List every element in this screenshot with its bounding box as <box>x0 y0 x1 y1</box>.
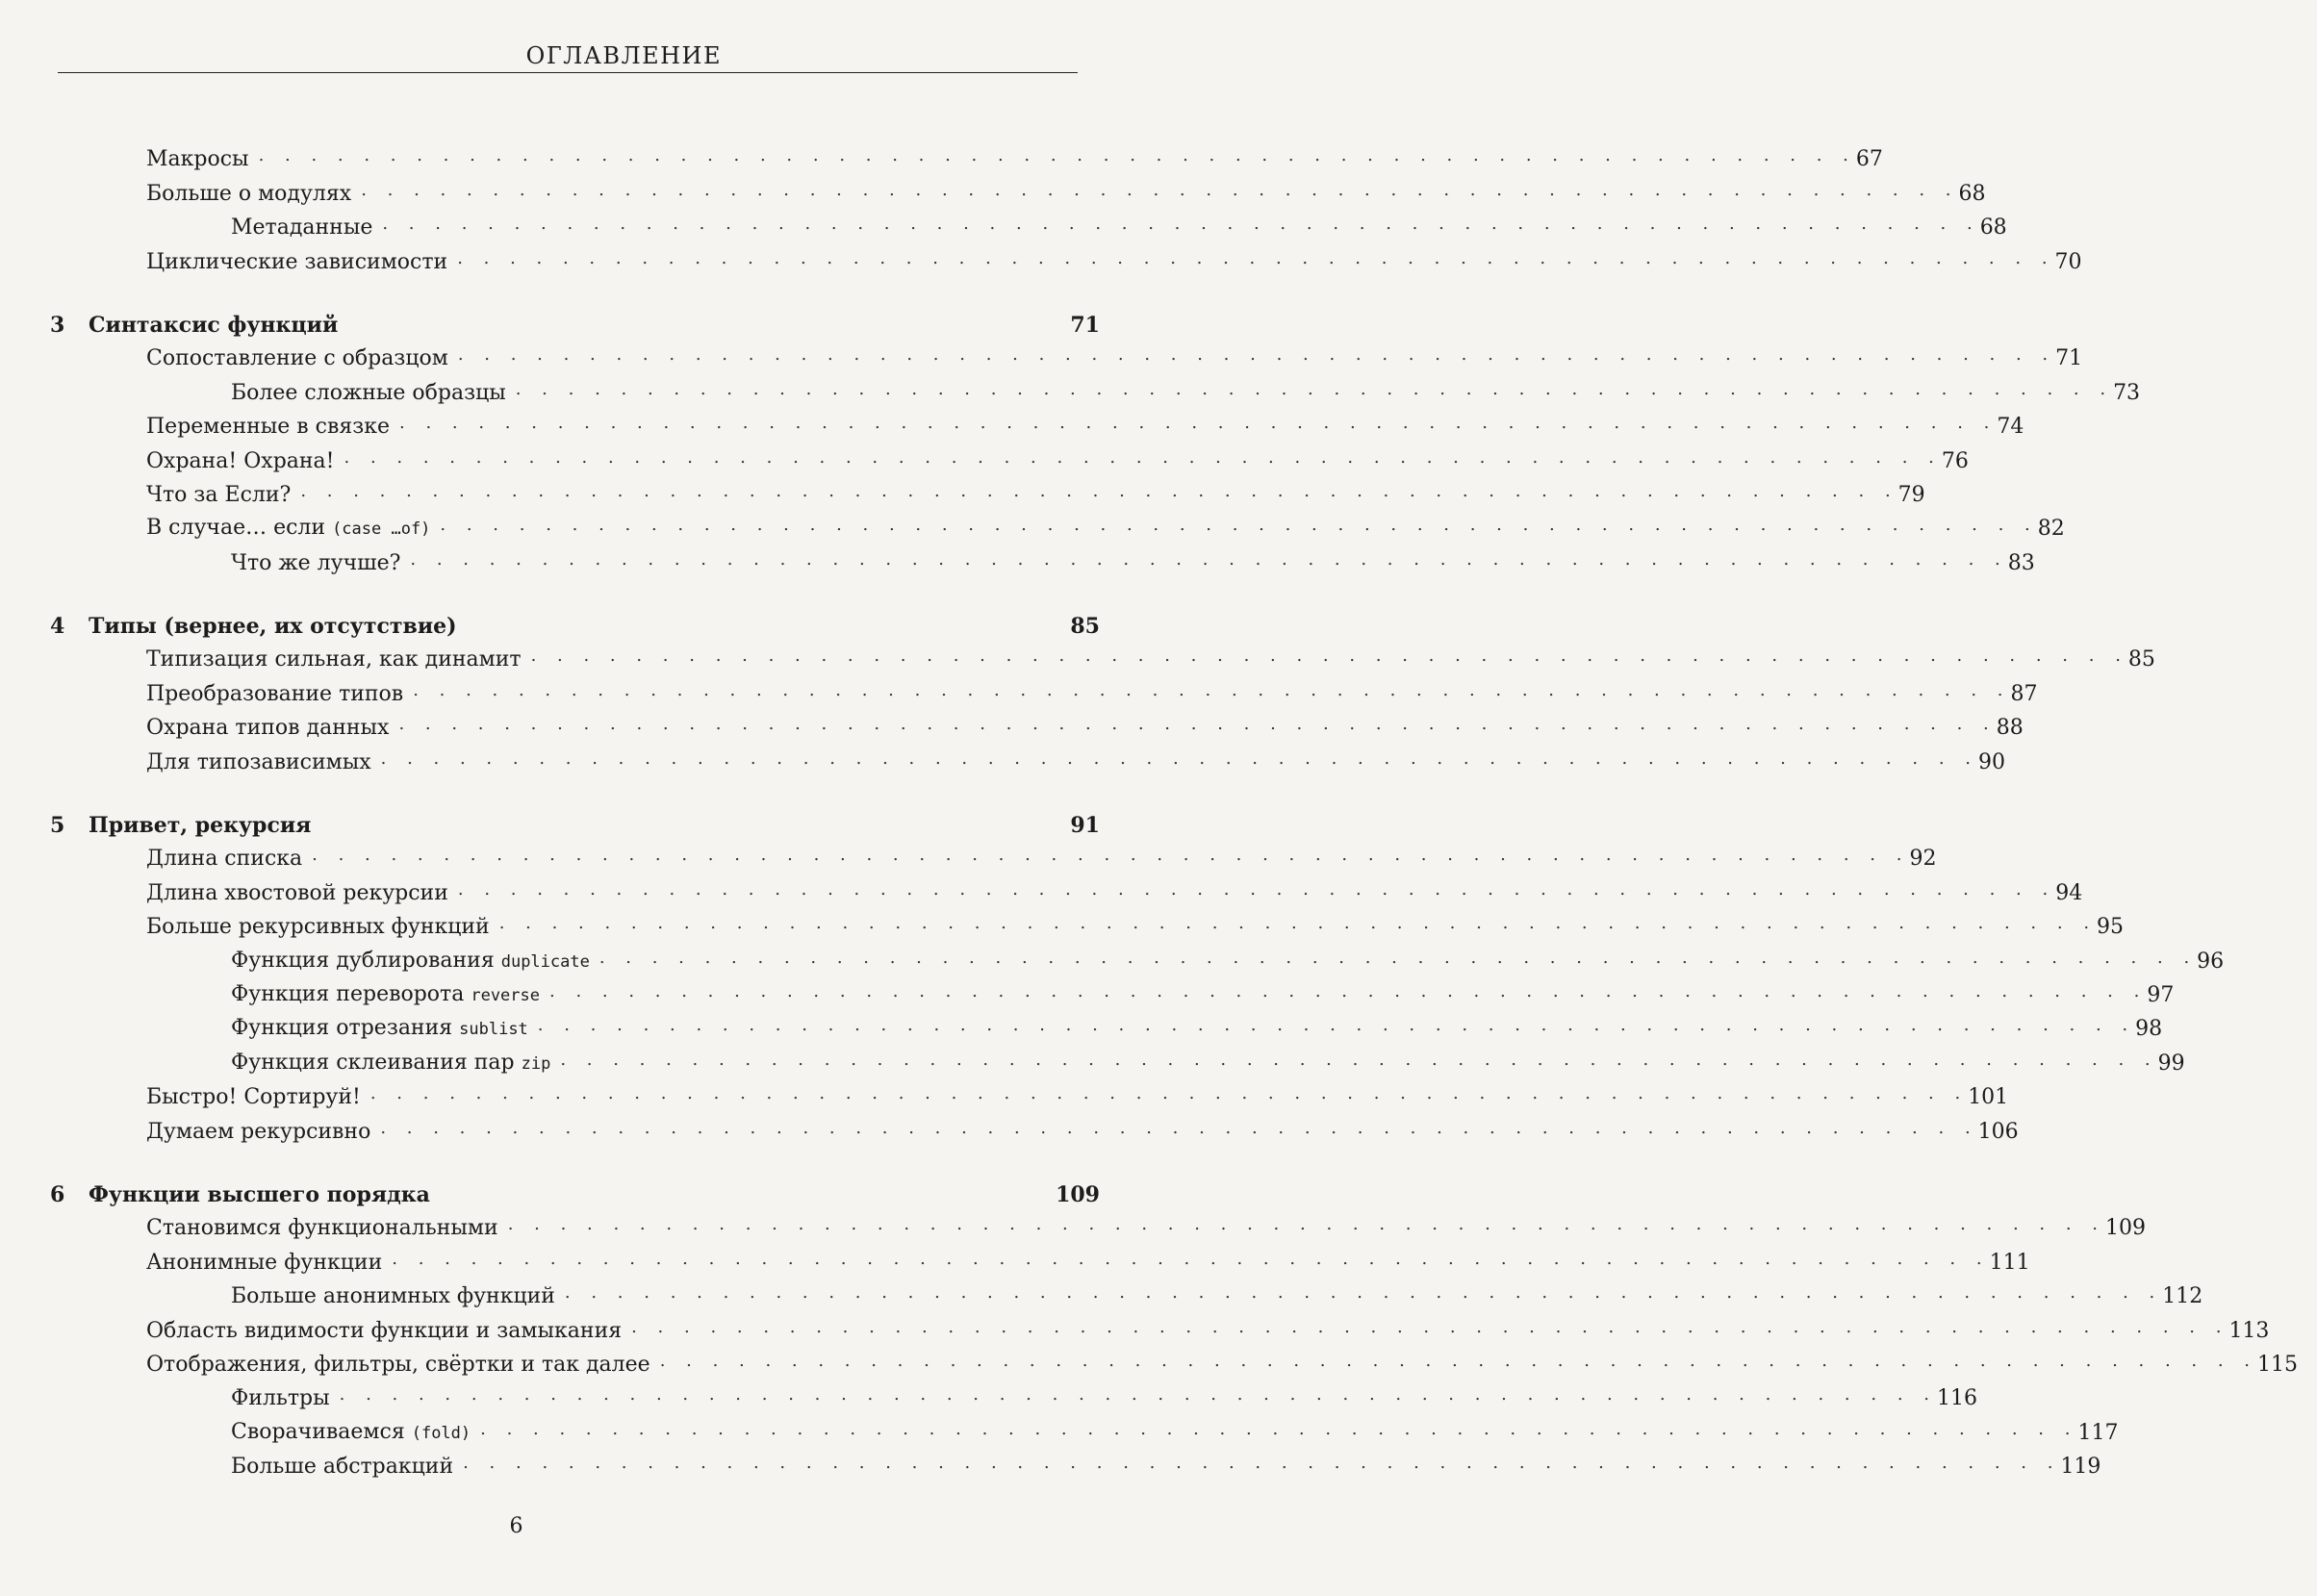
toc-entry <box>0 209 2007 242</box>
toc-entry-label: Больше абстракций <box>231 1455 454 1480</box>
toc-page-number: 112 <box>2162 1284 2203 1309</box>
toc-entry <box>0 174 1986 208</box>
toc-entry-label: Циклические зависимости <box>146 249 448 274</box>
chapter-number: 5 <box>50 813 65 839</box>
dot-leader: . . . . . . . . . . . . . . . . . . . . . . . . . . . . . . . . . . . . . . . . . . . . . . . . . . . . . . . . . . . . . <box>398 714 1997 735</box>
toc-entry-label: Что за Если? <box>146 482 292 507</box>
dot-leader: . . . . . . . . . . . . . . . . . . . . . . . . . . . . . . . . . . . . . . . . . . . . . . . . . . . . . . . . . . . . . <box>312 845 1910 866</box>
toc-page-number: 91 <box>1070 813 1100 839</box>
toc-page-number: 96 <box>2197 949 2225 974</box>
toc-entry-code: reverse <box>471 985 540 1005</box>
toc-entry-label: Функция склеивания пар <box>231 1050 515 1075</box>
chapter-number: 3 <box>50 312 65 338</box>
toc-page-number: 68 <box>1979 215 2007 241</box>
table-of-contents <box>0 140 2299 1482</box>
toc-page-number: 74 <box>1997 415 2024 440</box>
toc-entry <box>0 1346 2299 1380</box>
toc-entry <box>0 1311 2270 1345</box>
dot-leader: . . . . . . . . . . . . . . . . . . . . . . . . . . . . . . . . . . . . . . . . . . . . . . . . . . . . . . . . . . . . . <box>339 1384 1937 1406</box>
toc-chapter <box>0 806 1119 840</box>
page-number: 6 <box>509 1514 523 1538</box>
toc-entry <box>0 709 2024 743</box>
dot-leader: . . . . . . . . . . . . . . . . . . . . . . . . . . . . . . . . . . . . . . . . . . . . . . . . . . . . . . . . . . . . . <box>598 947 2198 968</box>
toc-entry <box>0 674 2038 708</box>
toc-page-number: 97 <box>2147 982 2175 1007</box>
toc-page-number: 113 <box>2228 1318 2270 1343</box>
chapter-title: Типы (вернее, их отсутствие) <box>89 614 457 640</box>
toc-chapter <box>0 1176 1119 1209</box>
toc-entry-label: Анонимные функции <box>146 1250 383 1275</box>
toc-page-number: 101 <box>1968 1085 2009 1110</box>
toc-entry-label: Преобразование типов <box>146 681 404 706</box>
toc-entry-label: Переменные в связке <box>146 415 391 440</box>
toc-entry-label: Охрана! Охрана! <box>146 448 335 473</box>
toc-page-number: 73 <box>2113 380 2141 405</box>
toc-entry <box>0 1278 2203 1311</box>
toc-entry <box>0 242 2082 276</box>
toc-entry-label: Охрана типов данных <box>146 716 390 741</box>
dot-leader: . . . . . . . . . . . . . . . . . . . . . . . . . . . . . . . . . . . . . . . . . . . . . . . . . . . . . . . . . . . . . <box>507 1214 2106 1235</box>
dot-leader: . . . . . . . . . . . . . . . . . . . . . . . . . . . . . . . . . . . . . . . . . . . . . . . . . . . . . . . . . . . . . <box>380 1117 1978 1138</box>
toc-page-number: 76 <box>1941 448 1969 473</box>
dot-leader: . . . . . . . . . . . . . . . . . . . . . . . . . . . . . . . . . . . . . . . . . . . . . . . . . . . . . . . . . . . . . <box>463 1453 2061 1474</box>
toc-entry <box>0 442 1969 475</box>
dot-leader: . . . . . . . . . . . . . . . . . . . . . . . . . . . . . . . . . . . . . . . . . . . . . . . . . . . . . . . . . . . . . <box>440 515 2038 536</box>
toc-page-number: 71 <box>2055 346 2083 371</box>
toc-entry <box>0 373 2141 407</box>
dot-leader: . . . . . . . . . . . . . . . . . . . . . . . . . . . . . . . . . . . . . . . . . . . . . . . . . . . . . . . . . . . . . <box>300 480 1898 501</box>
toc-page-number: 79 <box>1897 482 1925 507</box>
toc-entry <box>0 1380 1977 1413</box>
toc-page-number: 83 <box>2007 550 2035 575</box>
toc-page-number: 119 <box>2060 1455 2101 1480</box>
dot-leader: . . . . . . . . . . . . . . . . . . . . . . . . . . . . . . . . . . . . . . . . . . . . . . . . . . . . . . . . . . . . . <box>344 446 1942 468</box>
chapter-title: Синтаксис функций <box>89 312 339 338</box>
toc-page-number: 111 <box>1989 1250 2030 1275</box>
toc-entry <box>0 1044 2185 1077</box>
toc-entry-label: Типизация сильная, как динамит <box>146 647 522 672</box>
toc-entry-label: Метаданные <box>231 215 373 241</box>
dot-leader: . . . . . . . . . . . . . . . . . . . . . . . . . . . . . . . . . . . . . . . . . . . . . . . . . . . . . . . . . . . . . <box>537 1015 2136 1036</box>
dot-leader: . . . . . . . . . . . . . . . . . . . . . . . . . . . . . . . . . . . . . . . . . . . . . . . . . . . . . . . . . . . . . <box>498 913 2098 934</box>
toc-entry <box>0 340 2083 373</box>
toc-page-number: 109 <box>2105 1216 2147 1241</box>
toc-entry-label: В случае… если <box>146 516 326 541</box>
toc-entry-label: Сворачиваемся <box>231 1419 405 1444</box>
toc-entry <box>0 908 2125 942</box>
toc-entry-label: Функция дублирования <box>231 948 495 973</box>
toc-entry-code: (fold) <box>411 1423 471 1443</box>
dot-leader: . . . . . . . . . . . . . . . . . . . . . . . . . . . . . . . . . . . . . . . . . . . . . . . . . . . . . . . . . . . . . <box>515 378 2114 399</box>
toc-entry <box>0 476 1925 510</box>
toc-entry <box>0 874 2083 907</box>
toc-entry <box>0 408 2024 442</box>
toc-page-number: 98 <box>2135 1017 2163 1042</box>
toc-entry-code: sublist <box>459 1020 528 1040</box>
toc-entry <box>0 1010 2163 1044</box>
header-rule <box>58 72 1078 73</box>
toc-entry-label: Больше рекурсивных функций <box>146 915 490 940</box>
toc-entry <box>0 1209 2147 1243</box>
toc-entry <box>0 1448 2101 1482</box>
dot-leader: . . . . . . . . . . . . . . . . . . . . . . . . . . . . . . . . . . . . . . . . . . . . . . . . . . . . . . . . . . . . . <box>457 878 2056 899</box>
toc-entry-label: Длина хвостовой рекурсии <box>146 880 448 905</box>
toc-entry-label: Область видимости функции и замыкания <box>146 1318 623 1343</box>
dot-leader: . . . . . . . . . . . . . . . . . . . . . . . . . . . . . . . . . . . . . . . . . . . . . . . . . . . . . . . . . . . . . <box>530 646 2128 667</box>
toc-page-number: 116 <box>1936 1386 1977 1411</box>
toc-page-number: 85 <box>1070 614 1100 640</box>
toc-entry-label: Фильтры <box>231 1386 330 1411</box>
toc-page-number: 67 <box>1855 147 1883 172</box>
dot-leader: . . . . . . . . . . . . . . . . . . . . . . . . . . . . . . . . . . . . . . . . . . . . . . . . . . . . . . . . . . . . . <box>369 1083 1969 1104</box>
toc-page-number: 92 <box>1909 847 1937 872</box>
dot-leader: . . . . . . . . . . . . . . . . . . . . . . . . . . . . . . . . . . . . . . . . . . . . . . . . . . . . . . . . . . . . . <box>410 548 2008 570</box>
dot-leader: . . . . . . . . . . . . . . . . . . . . . . . . . . . . . . . . . . . . . . . . . . . . . . . . . . . . . . . . . . . . . <box>382 214 1980 235</box>
toc-entry-code: zip <box>521 1053 551 1074</box>
dot-leader: . . . . . . . . . . . . . . . . . . . . . . . . . . . . . . . . . . . . . . . . . . . . . . . . . . . . . . . . . . . . . <box>480 1418 2078 1439</box>
toc-entry-label: Более сложные образцы <box>231 380 506 405</box>
toc-entry-label: Думаем рекурсивно <box>146 1119 371 1144</box>
toc-chapter <box>0 607 1119 641</box>
toc-page-number: 115 <box>2257 1352 2299 1377</box>
dot-leader: . . . . . . . . . . . . . . . . . . . . . . . . . . . . . . . . . . . . . . . . . . . . . . . . . . . . . . . . . . . . . <box>560 1049 2158 1070</box>
chapter-title: Функции высшего порядка <box>89 1181 430 1207</box>
toc-entry-label: Функция переворота <box>231 981 465 1006</box>
toc-entry <box>0 1078 2009 1112</box>
dot-leader: . . . . . . . . . . . . . . . . . . . . . . . . . . . . . . . . . . . . . . . . . . . . . . . . . . . . . . . . . . . . . <box>457 247 2055 268</box>
toc-entry-label: Становимся функциональными <box>146 1216 498 1241</box>
toc-entry <box>0 140 1883 174</box>
dot-leader: . . . . . . . . . . . . . . . . . . . . . . . . . . . . . . . . . . . . . . . . . . . . . . . . . . . . . . . . . . . . . <box>361 179 1959 200</box>
toc-page-number: 117 <box>2077 1420 2119 1445</box>
toc-page-number: 82 <box>2037 517 2065 542</box>
toc-entry-code: (case …of) <box>332 519 431 540</box>
toc-entry <box>0 641 2155 674</box>
toc-entry-label: Длина списка <box>146 847 303 872</box>
toc-entry <box>0 942 2225 975</box>
toc-entry-label: Быстро! Сортируй! <box>146 1085 361 1110</box>
running-header-title: ОГЛАВЛЕНИЕ <box>525 42 722 69</box>
toc-entry-label: Больше анонимных функций <box>231 1284 555 1309</box>
dot-leader: . . . . . . . . . . . . . . . . . . . . . . . . . . . . . . . . . . . . . . . . . . . . . . . . . . . . . . . . . . . . . <box>413 679 2011 700</box>
dot-leader: . . . . . . . . . . . . . . . . . . . . . . . . . . . . . . . . . . . . . . . . . . . . . . . . . . . . . . . . . . . . . <box>457 344 2056 366</box>
toc-page-number: 70 <box>2054 249 2082 274</box>
chapter-number: 4 <box>50 614 65 640</box>
toc-page-number: 109 <box>1056 1181 1100 1207</box>
toc-page-number: 99 <box>2157 1051 2185 1076</box>
toc-page-number: 88 <box>1996 716 2024 741</box>
toc-page-number: 90 <box>1977 749 2005 774</box>
toc-page-number: 87 <box>2010 681 2038 706</box>
toc-entry-label: Отображения, фильтры, свёртки и так далее <box>146 1352 650 1377</box>
toc-entry <box>0 1243 2030 1277</box>
chapter-title: Привет, рекурсия <box>89 813 312 839</box>
toc-entry-code: duplicate <box>500 951 590 972</box>
dot-leader: . . . . . . . . . . . . . . . . . . . . . . . . . . . . . . . . . . . . . . . . . . . . . . . . . . . . . . . . . . . . . <box>380 747 1978 769</box>
dot-leader: . . . . . . . . . . . . . . . . . . . . . . . . . . . . . . . . . . . . . . . . . . . . . . . . . . . . . . . . . . . . . <box>392 1248 1990 1269</box>
toc-entry <box>0 1413 2119 1447</box>
toc-entry <box>0 510 2065 544</box>
dot-leader: . . . . . . . . . . . . . . . . . . . . . . . . . . . . . . . . . . . . . . . . . . . . . . . . . . . . . . . . . . . . . <box>549 980 2148 1001</box>
toc-page-number: 95 <box>2097 915 2125 940</box>
toc-entry <box>0 976 2175 1010</box>
dot-leader: . . . . . . . . . . . . . . . . . . . . . . . . . . . . . . . . . . . . . . . . . . . . . . . . . . . . . . . . . . . . . <box>399 413 1998 434</box>
toc-page-number: 94 <box>2055 880 2083 905</box>
toc-chapter <box>0 306 1119 340</box>
dot-leader: . . . . . . . . . . . . . . . . . . . . . . . . . . . . . . . . . . . . . . . . . . . . . . . . . . . . . . . . . . . . . <box>258 145 1856 166</box>
toc-page-number: 68 <box>1958 181 1986 206</box>
toc-page-number: 85 <box>2127 647 2155 672</box>
dot-leader: . . . . . . . . . . . . . . . . . . . . . . . . . . . . . . . . . . . . . . . . . . . . . . . . . . . . . . . . . . . . . <box>659 1350 2258 1371</box>
dot-leader: . . . . . . . . . . . . . . . . . . . . . . . . . . . . . . . . . . . . . . . . . . . . . . . . . . . . . . . . . . . . . <box>564 1282 2163 1304</box>
toc-entry-label: Макросы <box>146 147 249 172</box>
toc-entry <box>0 743 2005 776</box>
toc-entry-label: Что же лучше? <box>231 550 401 575</box>
chapter-number: 6 <box>50 1181 65 1207</box>
toc-entry <box>0 544 2035 577</box>
toc-entry <box>0 1112 2019 1146</box>
toc-entry-label: Для типозависимых <box>146 749 371 774</box>
toc-entry-label: Сопоставление с образцом <box>146 346 448 371</box>
toc-page-number: 106 <box>1977 1119 2019 1144</box>
toc-entry <box>0 840 1937 874</box>
toc-entry-label: Больше о модулях <box>146 181 352 206</box>
dot-leader: . . . . . . . . . . . . . . . . . . . . . . . . . . . . . . . . . . . . . . . . . . . . . . . . . . . . . . . . . . . . . <box>631 1316 2229 1337</box>
toc-entry-label: Функция отрезания <box>231 1016 453 1041</box>
toc-page-number: 71 <box>1070 312 1100 338</box>
